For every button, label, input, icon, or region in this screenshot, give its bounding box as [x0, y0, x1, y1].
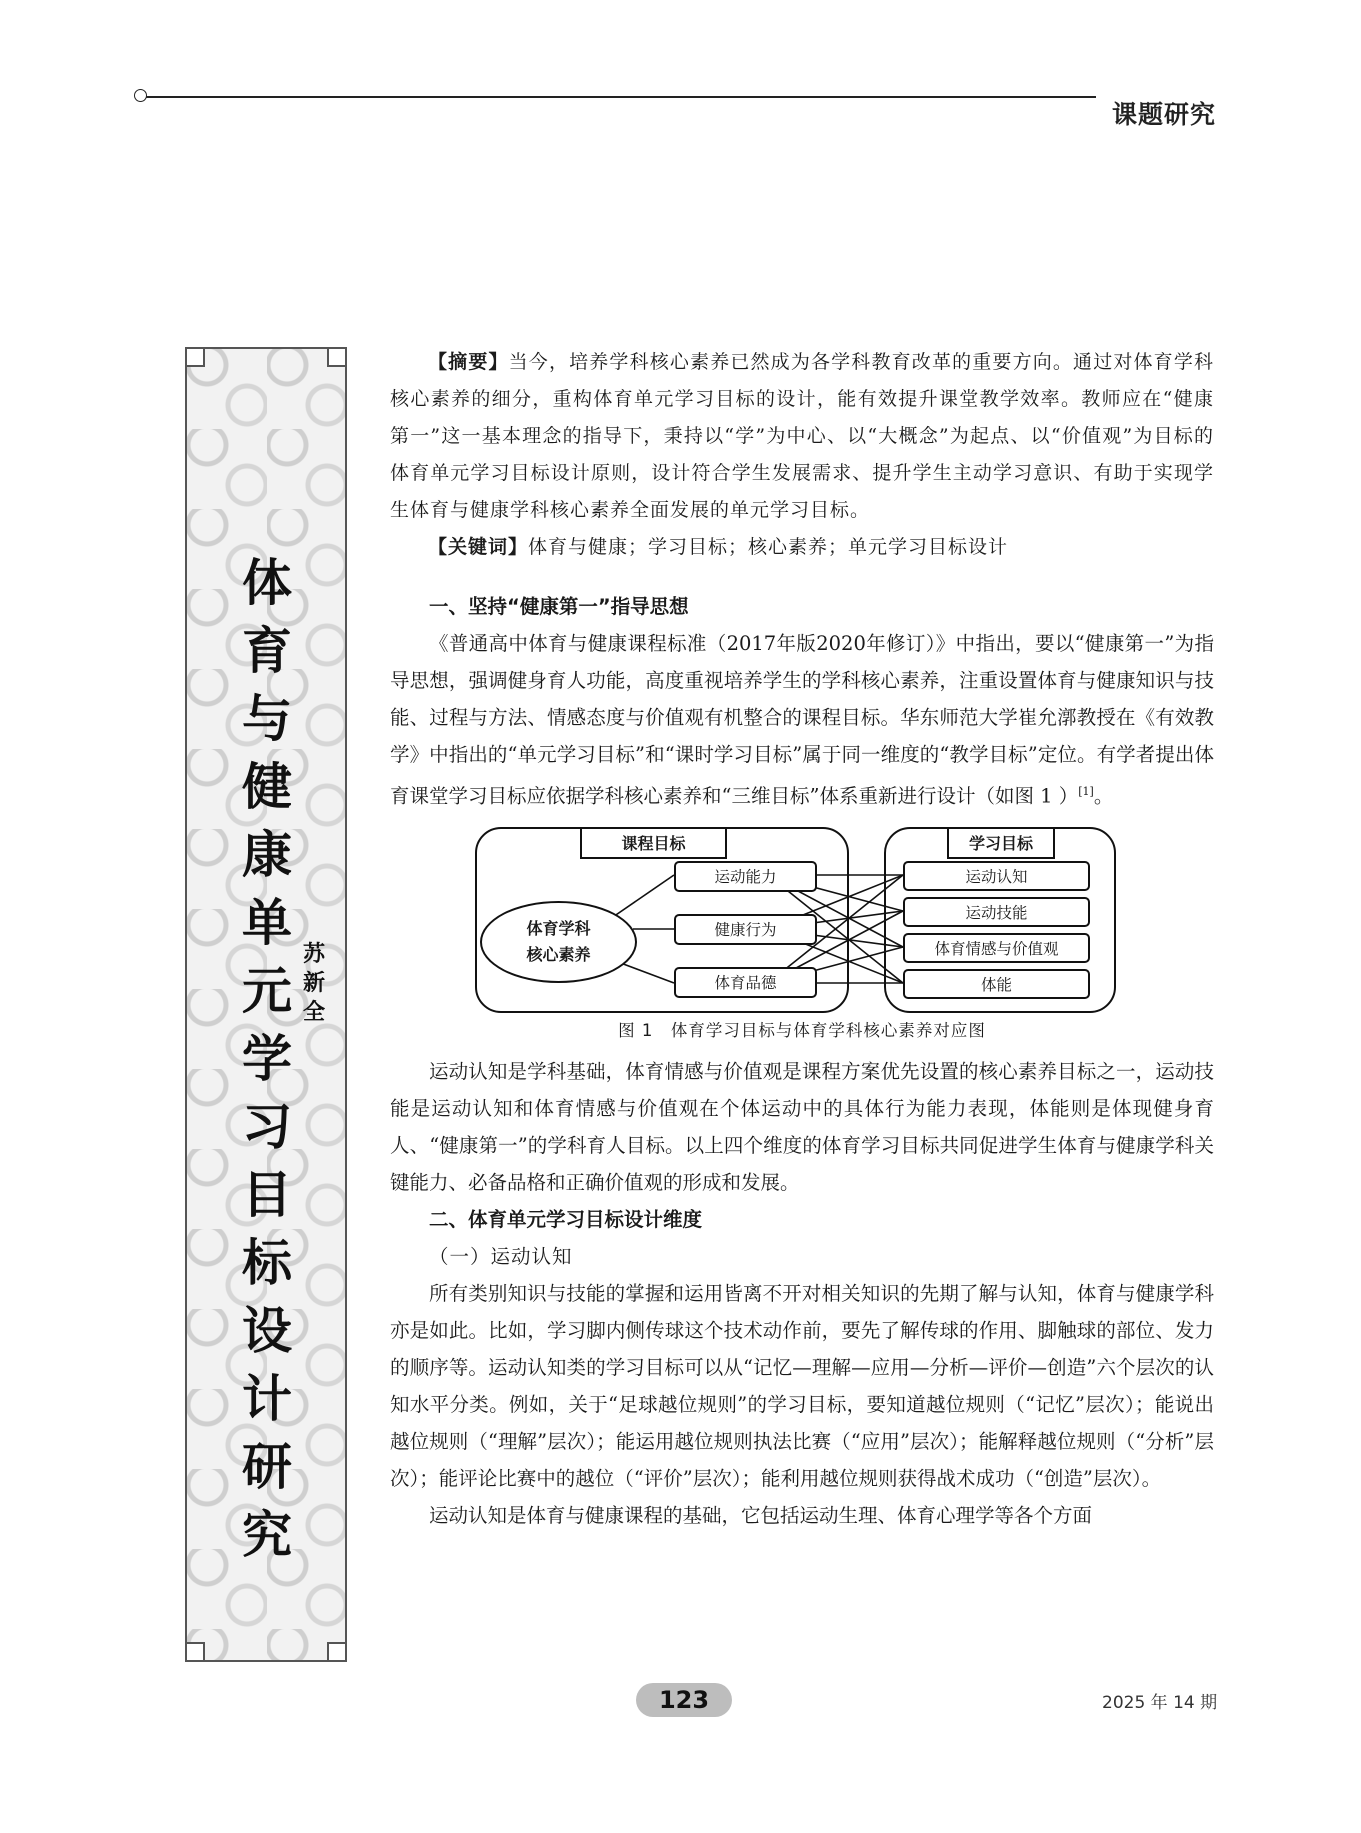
panel-corner-ornament: [185, 1642, 205, 1662]
body-paragraph: 《普通高中体育与健康课程标准（2017年版2020年修订）》中指出，要以“健康第一”为指导思想，强调健身育人功能，高度重视培养学生的学科核心素养，注重设置体育与健康知识与技能、过程与方法、情感态度与价值观有机整合的课程目标。华东师范大学崔允漷教授在《有效教学》中指出的“单元学习目标”和“课时学习目标”属于同一维度的“教学目标”定位。有学者提出体育课堂学习目标应依据学科核心素养和“三维目标”体系重新进行设计（如图 1 ）[1]。: [390, 632, 1214, 808]
body-paragraph: 运动认知是学科基础，体育情感与价值观是课程方案优先设置的核心素养目标之一，运动技能是运动认知和体育情感与价值观在个体运动中的具体行为能力表现，体能则是体现健身育人、“健康第一”的学科育人目标。以上四个维度的体育学习目标共同促进学生体育与健康学科关键能力、必备品格和正确价值观的形成和发展。: [390, 1059, 1214, 1194]
article-title: 体育与健康单元学习目标设计研究: [242, 554, 292, 1564]
learning-goal-box: 体能: [903, 969, 1090, 999]
keywords: [390, 529, 1214, 566]
section-heading: 二、体育单元学习目标设计维度: [429, 1207, 703, 1231]
panel-corner-ornament: [327, 1642, 347, 1662]
panel-corner-ornament: [327, 347, 347, 367]
figure-caption: 图 1 体育学习目标与体育学科核心素养对应图: [618, 1020, 986, 1040]
abstract: [390, 344, 1214, 529]
body-paragraph: 运动认知是体育与健康课程的基础，它包括运动生理、体育心理学等各个方面: [429, 1503, 1093, 1527]
learning-goals-title: 学习目标: [947, 827, 1055, 859]
keywords-label: 【关键词】: [428, 536, 529, 558]
section-heading: 一、坚持“健康第一”指导思想: [429, 595, 689, 618]
page-number: 123: [636, 1683, 732, 1717]
core-literacy-ellipse: 体育学科 核心素养: [480, 901, 637, 983]
section-tag: 课题研究: [1112, 100, 1217, 129]
article-body: [390, 344, 1214, 1534]
course-goal-box: 体育品德: [674, 967, 817, 998]
abstract-label: 【摘要】: [428, 351, 509, 373]
learning-goal-box: 体育情感与价值观: [903, 933, 1090, 963]
panel-corner-ornament: [185, 347, 205, 367]
course-goals-title: 课程目标: [580, 827, 727, 859]
abstract-text: 当今，培养学科核心素养已然成为各学科教育改革的重要方向。通过对体育学科核心素养的细分，重构体育单元学习目标的设计，能有效提升课堂教学效率。教师应在“健康第一”这一基本理念的指导下，秉持以“学”为中心、以“大概念”为起点、以“价值观”为目标的体育单元学习目标设计原则，设计符合学生发展需求、提升学生主动学习意识、有助于实现学生体育与健康学科核心素养全面发展的单元学习目标。: [390, 351, 1214, 521]
header-circle-ornament: [134, 89, 147, 102]
issue-label: 2025 年 14 期: [1102, 1693, 1218, 1713]
header-rule: [146, 96, 1096, 98]
body-paragraph: 所有类别知识与技能的掌握和运用皆离不开对相关知识的先期了解与认知，体育与健康学科亦是如此。比如，学习脚内侧传球这个技术动作前，要先了解传球的作用、脚触球的部位、发力的顺序等。运动认知类的学习目标可以从“记忆—理解—应用—分析—评价—创造”六个层次的认知水平分类。例如，关于“足球越位规则”的学习目标，要知道越位规则（“记忆”层次）；能说出越位规则（“理解”层次）；能运用越位规则执法比赛（“应用”层次）；能解释越位规则（“分析”层次）；能评论比赛中的越位（“评价”层次）；能利用越位规则获得战术成功（“创造”层次）。: [390, 1281, 1214, 1490]
learning-goal-box: 运动认知: [903, 861, 1090, 891]
sub-heading: （一）运动认知: [429, 1244, 573, 1268]
course-goal-box: 健康行为: [674, 914, 817, 945]
keywords-text: 体育与健康；学习目标；核心素养；单元学习目标设计: [528, 536, 1009, 558]
course-goal-box: 运动能力: [674, 861, 817, 892]
author-name: 苏新全: [302, 941, 325, 1025]
figure-1: [390, 823, 1214, 1053]
learning-goal-box: 运动技能: [903, 897, 1090, 927]
citation: [1]: [1078, 785, 1094, 798]
